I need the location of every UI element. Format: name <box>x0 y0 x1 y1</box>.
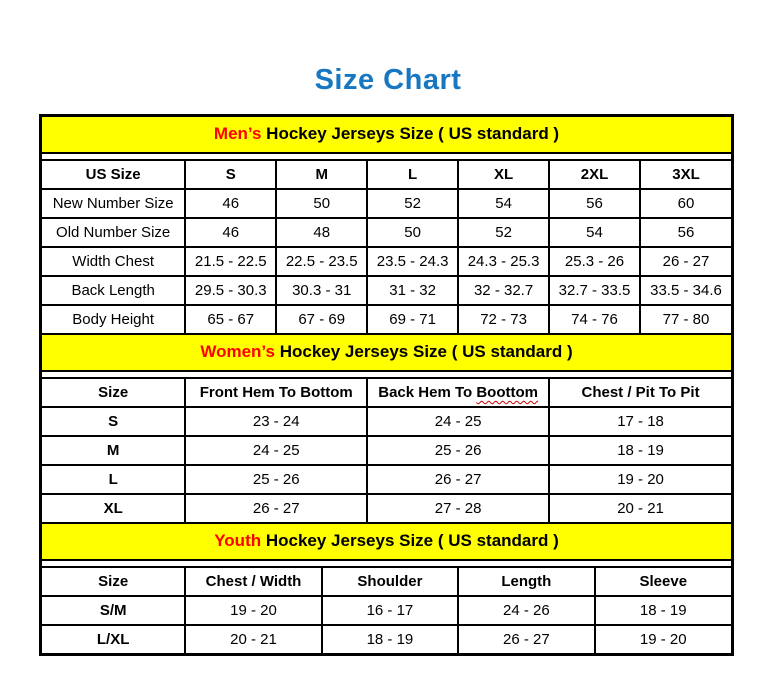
header-cell: L <box>367 160 458 189</box>
youth-section-header <box>42 522 731 561</box>
table-cell: 23.5 - 24.3 <box>367 247 458 276</box>
table-cell: 21.5 - 22.5 <box>185 247 276 276</box>
table-cell: 65 - 67 <box>185 305 276 333</box>
womens-section-highlight: Women’s <box>200 342 275 361</box>
header-cell: Shoulder <box>322 567 458 596</box>
row-label-cell: S/M <box>42 596 185 625</box>
table-cell: 60 <box>640 189 731 218</box>
row-label-cell: Old Number Size <box>42 218 185 247</box>
mens-size-table <box>42 159 731 333</box>
table-row <box>42 625 731 653</box>
table-row <box>42 189 731 218</box>
misspelled-word: Boottom <box>476 384 538 401</box>
header-cell: Size <box>42 567 185 596</box>
table-cell: 26 - 27 <box>458 625 594 653</box>
table-cell: 31 - 32 <box>367 276 458 305</box>
table-cell: 18 - 19 <box>595 596 731 625</box>
table-cell: 26 - 27 <box>185 494 367 522</box>
table-cell: 19 - 20 <box>595 625 731 653</box>
row-label-cell: M <box>42 436 185 465</box>
header-cell: Front Hem To Bottom <box>185 378 367 407</box>
youth-section-highlight: Youth <box>214 531 262 550</box>
table-cell: 27 - 28 <box>367 494 549 522</box>
table-cell: 67 - 69 <box>276 305 367 333</box>
table-cell: 77 - 80 <box>640 305 731 333</box>
row-label-cell: L <box>42 465 185 494</box>
table-cell: 23 - 24 <box>185 407 367 436</box>
table-cell: 52 <box>458 218 549 247</box>
table-cell: 48 <box>276 218 367 247</box>
header-cell: Chest / Width <box>185 567 321 596</box>
table-cell: 32 - 32.7 <box>458 276 549 305</box>
table-cell: 30.3 - 31 <box>276 276 367 305</box>
table-cell: 32.7 - 33.5 <box>549 276 640 305</box>
row-label-cell: S <box>42 407 185 436</box>
womens-section-title-rest: Hockey Jerseys Size ( US standard ) <box>274 342 573 361</box>
table-cell: 46 <box>185 189 276 218</box>
table-row <box>42 305 731 333</box>
table-cell: 56 <box>549 189 640 218</box>
womens-section-header <box>42 333 731 372</box>
table-cell: 52 <box>367 189 458 218</box>
header-cell: Size <box>42 378 185 407</box>
table-row <box>42 276 731 305</box>
mens-section-highlight: Men’s <box>213 124 262 143</box>
table-cell: 29.5 - 30.3 <box>185 276 276 305</box>
mens-section-title-rest: Hockey Jerseys Size ( US standard ) <box>261 124 560 143</box>
table-cell: 26 - 27 <box>367 465 549 494</box>
table-row <box>42 247 731 276</box>
row-label-cell: Body Height <box>42 305 185 333</box>
youth-size-table <box>42 566 731 653</box>
table-cell: 24 - 25 <box>367 407 549 436</box>
header-cell: US Size <box>42 160 185 189</box>
table-cell: 33.5 - 34.6 <box>640 276 731 305</box>
table-cell: 24 - 26 <box>458 596 594 625</box>
header-cell: Chest / Pit To Pit <box>549 378 731 407</box>
table-row <box>42 465 731 494</box>
header-cell: M <box>276 160 367 189</box>
table-header-row <box>42 160 731 189</box>
mens-section-header <box>42 117 731 154</box>
header-cell: Sleeve <box>595 567 731 596</box>
table-cell: 74 - 76 <box>549 305 640 333</box>
size-chart-container <box>39 114 734 656</box>
table-cell: 19 - 20 <box>549 465 731 494</box>
table-cell: 25 - 26 <box>367 436 549 465</box>
table-cell: 24.3 - 25.3 <box>458 247 549 276</box>
row-label-cell: XL <box>42 494 185 522</box>
row-label-cell: L/XL <box>42 625 185 653</box>
table-cell: 18 - 19 <box>549 436 731 465</box>
row-label-cell: Width Chest <box>42 247 185 276</box>
table-cell: 25 - 26 <box>185 465 367 494</box>
table-cell: 19 - 20 <box>185 596 321 625</box>
table-cell: 24 - 25 <box>185 436 367 465</box>
row-label-cell: New Number Size <box>42 189 185 218</box>
table-cell: 54 <box>458 189 549 218</box>
table-cell: 20 - 21 <box>185 625 321 653</box>
header-cell <box>367 378 549 407</box>
table-cell: 69 - 71 <box>367 305 458 333</box>
table-cell: 17 - 18 <box>549 407 731 436</box>
table-cell: 16 - 17 <box>322 596 458 625</box>
header-text: Back Hem To <box>378 384 477 401</box>
table-cell: 20 - 21 <box>549 494 731 522</box>
table-cell: 72 - 73 <box>458 305 549 333</box>
header-cell: 3XL <box>640 160 731 189</box>
youth-section-title-rest: Hockey Jerseys Size ( US standard ) <box>261 531 559 550</box>
table-row <box>42 596 731 625</box>
header-cell: Length <box>458 567 594 596</box>
table-header-row <box>42 378 731 407</box>
table-cell: 46 <box>185 218 276 247</box>
table-cell: 22.5 - 23.5 <box>276 247 367 276</box>
row-label-cell: Back Length <box>42 276 185 305</box>
header-cell: XL <box>458 160 549 189</box>
table-row <box>42 494 731 522</box>
header-cell: 2XL <box>549 160 640 189</box>
page-title: Size Chart <box>314 64 462 96</box>
table-cell: 18 - 19 <box>322 625 458 653</box>
table-cell: 26 - 27 <box>640 247 731 276</box>
table-cell: 50 <box>276 189 367 218</box>
table-header-row <box>42 567 731 596</box>
table-cell: 25.3 - 26 <box>549 247 640 276</box>
table-cell: 50 <box>367 218 458 247</box>
header-cell: S <box>185 160 276 189</box>
table-row <box>42 407 731 436</box>
womens-size-table <box>42 377 731 522</box>
table-row <box>42 218 731 247</box>
table-cell: 56 <box>640 218 731 247</box>
table-cell: 54 <box>549 218 640 247</box>
table-row <box>42 436 731 465</box>
